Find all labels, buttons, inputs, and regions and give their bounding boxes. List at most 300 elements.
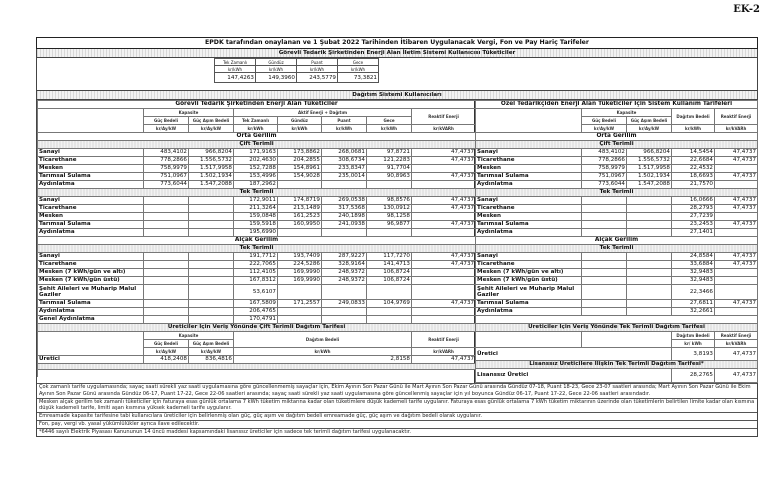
value-cell: 47,4737 [412, 205, 476, 213]
table-row [38, 165, 476, 173]
row-label: Genel Aydınlatma [38, 316, 144, 324]
value-cell: 191,7712 [234, 253, 278, 261]
value-cell [627, 221, 672, 229]
value-cell: 47,4737 [715, 221, 758, 229]
footnote: Fon, pay, vergi vb. yasal yükümlülükler ayrıca ilave edilecektir. [37, 420, 757, 428]
col-header: Gece [367, 117, 412, 125]
value-cell: 159,5918 [234, 221, 278, 229]
col-header: Güç Aşım Bedeli [627, 117, 672, 125]
value-cell: 27,1401 [672, 229, 715, 237]
value-cell: 21,7570 [672, 181, 715, 189]
iletim-value: 73,3821 [338, 73, 379, 83]
value-cell [189, 261, 234, 269]
value-cell: 171,2557 [278, 300, 322, 308]
value-cell [144, 285, 189, 300]
table-row [38, 269, 476, 277]
value-cell [715, 181, 758, 189]
iletim-unit: kr/kWh [215, 66, 256, 73]
value-cell [189, 300, 234, 308]
value-cell [627, 285, 672, 300]
value-cell: 47,4737 [412, 253, 476, 261]
value-cell: 206,4765 [234, 308, 278, 316]
value-cell [627, 277, 672, 285]
row-label: Tarımsal Sulama [476, 221, 582, 229]
value-cell: 308,6734 [322, 157, 367, 165]
footnote: Çok zamanlı tarife uygulamasında; sayaç saati sürekli yaz saati uygulamasına göre güncellenmemiş sayaçlar için, Ekim Ayının Son Pazar Günü ile Mart Ayının Son Pazar Günü arasında Gündüz 07-18, Puant 18-23, Gece 23-07 saatleri arasında; Mart Ayının Son Pazar Günü ile Ekim Ayının Son Pazar Günü arasında Gündüz 06-17, Puant 17-22, Gece 22-06 saatleri arasında; sayaç saati sürekli yaz saati uygulamasına göre güncellenmiş sayaçlar için yıl boyunca Gündüz 06-17, Puant 17-22, Gece 22-06 saatleri arasındadır. [37, 383, 757, 398]
value-cell [144, 261, 189, 269]
value-cell: 130,0912 [367, 205, 412, 213]
unit-header: kr/kVARh [715, 340, 758, 348]
value-cell: 160,9950 [278, 221, 322, 229]
row-label: Sanayi [476, 149, 582, 157]
unit-header: kr/kVARh [412, 125, 476, 133]
value-cell: 187,2962 [234, 181, 278, 189]
value-cell: 1.502,1934 [627, 173, 672, 181]
value-cell: 98,8576 [367, 197, 412, 205]
value-cell [367, 181, 412, 189]
iletim-value: 149,3960 [256, 73, 297, 83]
dagitim-band: Dağıtım Sistemi Kullanıcıları [36, 91, 758, 100]
reaktif-header: Reaktif Enerji [412, 109, 476, 125]
iletim-unit: kr/kWh [297, 66, 338, 73]
value-cell: 121,2283 [367, 157, 412, 165]
value-cell [278, 316, 322, 324]
value-cell [582, 229, 627, 237]
value-cell [627, 261, 672, 269]
row-label: Sanayi [38, 197, 144, 205]
value-cell [715, 229, 758, 237]
value-cell [627, 269, 672, 277]
value-cell: 47,4737 [715, 157, 758, 165]
value-cell [715, 285, 758, 300]
value-cell [367, 316, 412, 324]
uretici-tek-band: Üreticiler İçin Veriş Yönünde Tek Terimli Dağıtım Tarifesi [476, 324, 758, 332]
value-cell: 90,8963 [367, 173, 412, 181]
value-cell: 47,4737 [715, 300, 758, 308]
value-cell: 317,5368 [322, 205, 367, 213]
value-cell: 112,4105 [234, 269, 278, 277]
table-row [38, 157, 476, 165]
footnotes [36, 383, 758, 437]
value-cell: 32,2661 [672, 308, 715, 316]
table-row [476, 165, 758, 173]
value-cell: 171,9163 [234, 149, 278, 157]
iletim-value: 243,5779 [297, 73, 338, 83]
value-cell: 47,4737 [412, 149, 476, 157]
value-cell [144, 316, 189, 324]
value-cell [582, 269, 627, 277]
value-cell [627, 229, 672, 237]
value-cell [322, 181, 367, 189]
table-row [476, 300, 758, 308]
left-caption: Görevli Tedarik Şirketinden Enerji Alan Tüketiciler [38, 101, 476, 109]
value-cell: 47,4737 [715, 348, 758, 361]
value-cell: 28,2793 [672, 205, 715, 213]
aktif-header: Aktif Enerji + Dağıtım [234, 109, 412, 117]
value-cell [412, 181, 476, 189]
table-row [476, 173, 758, 181]
value-cell [582, 300, 627, 308]
value-cell: 249,0833 [322, 300, 367, 308]
value-cell [189, 221, 234, 229]
value-cell: 170,4791 [234, 316, 278, 324]
unit-header: kr/Ay/kW [189, 348, 234, 356]
row-label: Ticarethane [476, 261, 582, 269]
value-cell: 98,1258 [367, 213, 412, 221]
value-cell [582, 253, 627, 261]
value-cell [189, 197, 234, 205]
value-cell: 233,8347 [322, 165, 367, 173]
value-cell: 195,6990 [234, 229, 278, 237]
left-tariff-table [37, 100, 476, 377]
row-label: Üretici [38, 356, 144, 364]
value-cell: 773,6044 [144, 181, 189, 189]
col-header: Gündüz [278, 117, 322, 125]
value-cell: 47,4737 [715, 149, 758, 157]
value-cell: 222,7065 [234, 261, 278, 269]
tek-terimli-heading: Tek Terimli [38, 189, 476, 197]
value-cell: 47,4737 [715, 205, 758, 213]
row-label: Ticarethane [38, 157, 144, 165]
value-cell: 758,9979 [582, 165, 627, 173]
table-row [38, 261, 476, 269]
row-label: Mesken (7 kWh/gün ve altı) [38, 269, 144, 277]
value-cell [412, 308, 476, 316]
value-cell: 204,2855 [278, 157, 322, 165]
row-label: Sanayi [476, 253, 582, 261]
blank-cell [476, 109, 582, 133]
value-cell: 22,4532 [672, 165, 715, 173]
value-cell: 23,2453 [672, 221, 715, 229]
value-cell: 47,4737 [715, 253, 758, 261]
table-row [38, 221, 476, 229]
unit-header: kr/kVARh [715, 125, 758, 133]
row-label: Mesken [476, 213, 582, 221]
value-cell [144, 277, 189, 285]
row-label: Mesken (7 kWh/gün üstü) [476, 277, 582, 285]
row-label: Mesken (7 kWh/gün üstü) [38, 277, 144, 285]
value-cell [412, 229, 476, 237]
unit-header: kr/kWh [672, 125, 715, 133]
orta-gerilim-heading: Orta Gerilim [476, 133, 758, 141]
unit-header: kr/ kWh [672, 340, 715, 348]
value-cell [189, 277, 234, 285]
blank-cell [38, 370, 476, 378]
blank-cell [582, 332, 672, 348]
value-cell [627, 213, 672, 221]
cift-terimli-heading: Çift Terimli [38, 141, 476, 149]
lisanssiz-band: Lisanssız Üreticilere İlişkin Tek Terimli Dağıtım Tarifesi* [476, 361, 758, 369]
value-cell [715, 277, 758, 285]
table-row [38, 356, 476, 364]
value-cell: 106,8724 [367, 277, 412, 285]
value-cell: 1.556,5732 [627, 157, 672, 165]
iletim-band: Görevli Tedarik Şirketinden Enerji Alan İletim Sistemi Kullanıcısı Tüketiciler [36, 49, 758, 58]
value-cell [715, 308, 758, 316]
right-caption: Özel Tedarikçiden Enerji Alan Tüketiciler İçin Sistem Kullanım Tarifeleri [476, 101, 758, 109]
table-row [38, 285, 476, 300]
value-cell: 96,9877 [367, 221, 412, 229]
value-cell [582, 261, 627, 269]
value-cell: 97,8721 [367, 149, 412, 157]
value-cell: 47,4737 [412, 173, 476, 181]
table-row [476, 277, 758, 285]
value-cell: 47,4737 [412, 157, 476, 165]
value-cell: 106,8724 [367, 269, 412, 277]
value-cell: 32,9483 [672, 277, 715, 285]
row-label: Şehit Aileleri ve Muharip Malul Gaziler [38, 285, 144, 300]
value-cell [322, 229, 367, 237]
table-row [476, 149, 758, 157]
value-cell: 268,0681 [322, 149, 367, 157]
iletim-section [36, 58, 758, 91]
row-label: Tarımsal Sulama [476, 300, 582, 308]
value-cell: 153,4996 [234, 173, 278, 181]
value-cell: 174,8719 [278, 197, 322, 205]
unit-header: kr/Ay/kW [627, 125, 672, 133]
table-row [476, 157, 758, 165]
footnote: Mesken alçak gerilim tek zamanlı tüketiciler için faturaya esas günlük ortalama 7 kWh tüketim miktarına kadar olan tüketimlere düşük kademeli tarife uygulanır. Faturaya esas günlük ortalama 7 kWh tüketim miktarının üzerinde olan tüketimlerin belirtilen limite kadar olan kısmına düşük kademeli tarife, limiti aşan kısmına yüksek kademeli tarife uygulanır. [37, 398, 757, 413]
orta-gerilim-heading: Orta Gerilim [38, 133, 476, 141]
row-label: Aydınlatma [38, 308, 144, 316]
blank-cell [38, 332, 144, 356]
annex-label: EK-2 [733, 4, 760, 15]
value-cell: 213,1489 [278, 205, 322, 213]
footnote: Emreamade kapasite tarifesine tabi kullanıcılara üreticiler için belirlenmiş olan güç, güç aşım ve dağıtım bedeli emreamade güç, güç aşım ve dağıtım bedeli olarak uygulanır. [37, 412, 757, 420]
col-header: Güç Bedeli [144, 117, 189, 125]
table-row [38, 149, 476, 157]
value-cell [367, 229, 412, 237]
value-cell [627, 300, 672, 308]
value-cell: 2,8158 [234, 356, 412, 364]
value-cell: 47,4737 [715, 369, 758, 383]
value-cell: 32,9483 [672, 269, 715, 277]
value-cell: 169,9990 [278, 269, 322, 277]
row-label: Üretici [476, 348, 672, 361]
value-cell [322, 285, 367, 300]
table-row [476, 269, 758, 277]
value-cell: 28,2765 [672, 369, 715, 383]
table-row [38, 213, 476, 221]
value-cell [189, 269, 234, 277]
value-cell: 167,5809 [234, 300, 278, 308]
unit-header: kr/Ay/kW [189, 125, 234, 133]
table-row [38, 300, 476, 308]
unit-header: kr/kWh [234, 348, 412, 356]
value-cell [715, 165, 758, 173]
value-cell: 47,4737 [412, 356, 476, 364]
table-row [476, 369, 758, 383]
value-cell: 27,6811 [672, 300, 715, 308]
value-cell: 248,9372 [322, 269, 367, 277]
kapasite-header: Kapasite [582, 109, 672, 117]
value-cell: 152,7288 [234, 165, 278, 173]
iletim-header: Tek Zamanlı [215, 59, 256, 66]
unit-header: kr/kVARh [412, 348, 476, 356]
reaktif-header: Reaktif Enerji [412, 332, 476, 348]
table-row [476, 197, 758, 205]
col-header: Güç Bedeli [582, 117, 627, 125]
value-cell [144, 205, 189, 213]
value-cell [278, 181, 322, 189]
value-cell [278, 308, 322, 316]
value-cell: 1.517,9958 [627, 165, 672, 173]
dagitim-bedeli-header: Dağıtım Bedeli [672, 109, 715, 125]
value-cell: 224,5286 [278, 261, 322, 269]
table-row [38, 308, 476, 316]
col-header: Güç Aşım Bedeli [189, 117, 234, 125]
value-cell [322, 316, 367, 324]
row-label: Lisanssız Üretici [476, 369, 672, 383]
value-cell: 193,7409 [278, 253, 322, 261]
iletim-value: 147,4263 [215, 73, 256, 83]
unit-header: kr/Ay/kW [582, 125, 627, 133]
value-cell: 47,4737 [412, 300, 476, 308]
value-cell: 1.547,2088 [189, 181, 234, 189]
kapasite-header: Kapasite [144, 109, 234, 117]
value-cell: 91,7704 [367, 165, 412, 173]
row-label: Mesken (7 kWh/gün ve altı) [476, 269, 582, 277]
table-row [476, 205, 758, 213]
value-cell: 328,9164 [322, 261, 367, 269]
value-cell [582, 277, 627, 285]
unit-header: kr/kWh [367, 125, 412, 133]
value-cell: 22,3466 [672, 285, 715, 300]
value-cell [412, 213, 476, 221]
row-label: Aydınlatma [476, 229, 582, 237]
value-cell: 47,4737 [412, 197, 476, 205]
tek-terimli-heading: Tek Terimli [476, 189, 758, 197]
value-cell [627, 205, 672, 213]
row-label: Aydınlatma [476, 181, 582, 189]
value-cell [627, 308, 672, 316]
value-cell [144, 269, 189, 277]
value-cell: 47,4737 [715, 197, 758, 205]
value-cell: 778,2866 [582, 157, 627, 165]
value-cell: 211,3264 [234, 205, 278, 213]
value-cell: 966,8204 [189, 149, 234, 157]
table-row [38, 173, 476, 181]
value-cell: 202,4630 [234, 157, 278, 165]
value-cell: 33,6884 [672, 261, 715, 269]
table-row [38, 197, 476, 205]
value-cell: 241,0938 [322, 221, 367, 229]
value-cell [412, 277, 476, 285]
value-cell [189, 229, 234, 237]
row-label: Ticarethane [38, 205, 144, 213]
value-cell: 483,4102 [582, 149, 627, 157]
left-column [37, 100, 475, 383]
value-cell [144, 308, 189, 316]
row-label: Ticarethane [476, 205, 582, 213]
table-row [38, 277, 476, 285]
value-cell [412, 285, 476, 300]
row-label: Aydınlatma [38, 229, 144, 237]
table-row [38, 181, 476, 189]
alcak-gerilim-heading: Alçak Gerilim [476, 237, 758, 245]
unit-header: kr/kWh [278, 125, 322, 133]
value-cell [144, 221, 189, 229]
value-cell: 778,2866 [144, 157, 189, 165]
value-cell [627, 253, 672, 261]
value-cell [412, 165, 476, 173]
value-cell: 248,9372 [322, 277, 367, 285]
blank-cell [476, 332, 582, 348]
table-row [476, 253, 758, 261]
col-header: Güç Aşım Bedeli [189, 340, 234, 348]
value-cell [412, 316, 476, 324]
dagitim-bedeli-header: Dağıtım Bedeli [234, 332, 412, 348]
value-cell [189, 308, 234, 316]
table-row [38, 229, 476, 237]
value-cell [144, 213, 189, 221]
table-row [476, 308, 758, 316]
iletim-unit: kr/kWh [256, 66, 297, 73]
value-cell [412, 269, 476, 277]
iletim-unit: kr/kWh [338, 66, 379, 73]
dagitim-columns [36, 100, 758, 383]
tek-terimli-heading: Tek Terimli [38, 245, 476, 253]
row-label: Şehit Aileleri ve Muharip Malul Gaziler [476, 285, 582, 300]
value-cell: 240,1898 [322, 213, 367, 221]
value-cell: 418,2408 [144, 356, 189, 364]
value-cell: 751,0967 [582, 173, 627, 181]
value-cell [278, 229, 322, 237]
value-cell: 47,4737 [412, 261, 476, 269]
table-row [38, 205, 476, 213]
footnote: *6446 sayılı Elektrik Piyasası Kanununun 14 üncü maddesi kapsamındaki lisanssız üreticiler için sadece tek terimli dağıtım tarifesi uygulanacaktır. [37, 428, 757, 436]
value-cell [367, 285, 412, 300]
unit-header: kr/kWh [322, 125, 367, 133]
value-cell: 1.556,5732 [189, 157, 234, 165]
table-row [476, 181, 758, 189]
value-cell [582, 197, 627, 205]
table-row [476, 213, 758, 221]
value-cell: 47,4737 [715, 261, 758, 269]
iletim-header: Gece [338, 59, 379, 66]
value-cell [189, 213, 234, 221]
row-label: Mesken [38, 213, 144, 221]
value-cell: 169,9990 [278, 277, 322, 285]
value-cell: 3,8193 [672, 348, 715, 361]
value-cell [582, 205, 627, 213]
iletim-header: Puant [297, 59, 338, 66]
value-cell: 751,0967 [144, 173, 189, 181]
col-header: Reaktif Enerji [715, 332, 758, 340]
uretici-cift-band: Üreticiler İçin Veriş Yönünde Çift Terimli Dağıtım Tarifesi [38, 324, 476, 332]
table-row [476, 229, 758, 237]
value-cell [715, 213, 758, 221]
col-header: Puant [322, 117, 367, 125]
unit-header: kr/kWh [234, 125, 278, 133]
value-cell: 167,8312 [234, 277, 278, 285]
value-cell [582, 308, 627, 316]
value-cell: 18,6693 [672, 173, 715, 181]
value-cell [322, 308, 367, 316]
row-label: Aydınlatma [38, 181, 144, 189]
value-cell: 173,8862 [278, 149, 322, 157]
value-cell: 269,0538 [322, 197, 367, 205]
row-label: Aydınlatma [476, 308, 582, 316]
value-cell [582, 221, 627, 229]
value-cell [189, 316, 234, 324]
table-row [476, 221, 758, 229]
value-cell: 24,8584 [672, 253, 715, 261]
iletim-table [214, 58, 379, 83]
right-tariff-table [475, 100, 758, 383]
kapasite-header: Kapasite [144, 332, 234, 340]
value-cell: 1.502,1934 [189, 173, 234, 181]
